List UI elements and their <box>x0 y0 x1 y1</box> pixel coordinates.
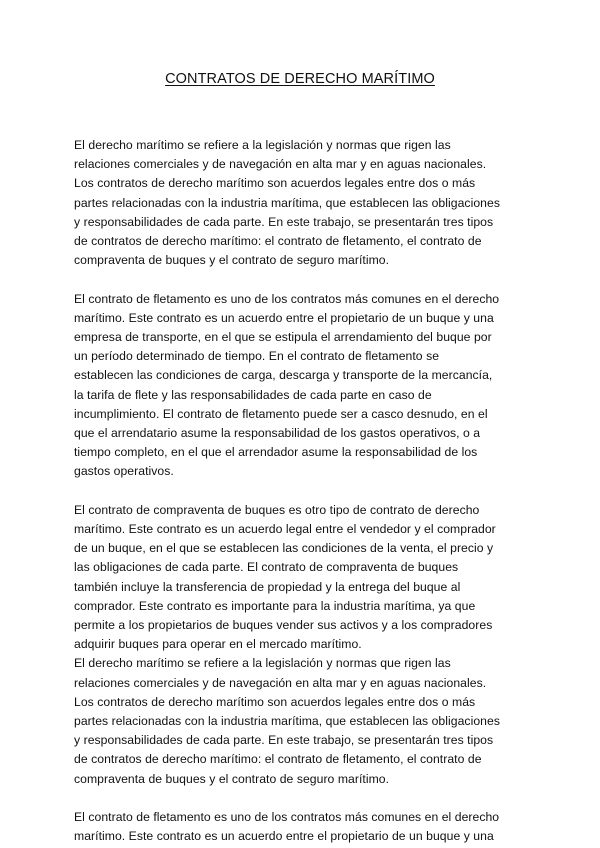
paragraph-compraventa: El contrato de compraventa de buques es otro tipo de contrato de derecho marítimo. Este contrato es un acuerdo legal entre el vendedor y el comprador de un buque, en el que se establecen las condiciones de la venta, el precio y las obligaciones de cada parte. El contrato de compraventa de buques también incluye la transferencia de propiedad y la entrega del buque al comprador. Este contrato es importante para la industria marítima, ya que permite a los propietarios de buques vender sus activos y a los compradores adquirir buques para operar en el mercado marítimo. <box>74 502 496 652</box>
paragraph-intro-repeat: El derecho marítimo se refiere a la legislación y normas que rigen las relaciones comerciales y de navegación en alta mar y en aguas nacionales. Los contratos de derecho marítimo son acuerdos legales entre dos o más partes relacionadas con la industria marítima, que establecen las obligaciones y responsabilidades de cada parte. En este trabajo, se presentarán tres tipos de contratos de derecho marítimo: el contrato de fletamento, el contrato de compraventa de buques y el contrato de seguro marítimo. <box>74 656 500 786</box>
paragraph-fletamento-repeat: El contrato de fletamento es uno de los contratos más comunes en el derecho marítimo. Este contrato es un acuerdo entre el propietario de un buque y una <box>74 810 500 844</box>
paragraph-gap <box>74 789 534 808</box>
document-title: CONTRATOS DE DERECHO MARÍTIMO <box>165 71 435 87</box>
paragraph-fletamento: El contrato de fletamento es uno de los contratos más comunes en el derecho marítimo. Este contrato es un acuerdo entre el propietario de un buque y una empresa de transporte, en el que se estipula el arrendamiento del buque por un período determinado de tiempo. En el contrato de fletamento se establecen las condiciones de carga, descarga y transporte de la mercancía, la tarifa de flete y las responsabilidades de cada parte en caso de incumplimiento. El contrato de fletamento puede ser a casco desnudo, en el que el arrendatario asume la responsabilidad de los gastos operativos, o a tiempo completo, en el que el arrendador asume la responsabilidad de los gastos operativos. <box>74 291 500 479</box>
paragraph-intro: El derecho marítimo se refiere a la legislación y normas que rigen las relaciones comerciales y de navegación en alta mar y en aguas nacionales. Los contratos de derecho marítimo son acuerdos legales entre dos o más partes relacionadas con la industria marítima, que establecen las obligaciones y responsabilidades de cada parte. En este trabajo, se presentarán tres tipos de contratos de derecho marítimo: el contrato de fletamento, el contrato de compraventa de buques y el contrato de seguro marítimo. <box>74 138 500 268</box>
paragraph-gap <box>74 270 534 289</box>
document-body <box>74 136 534 846</box>
paragraph-gap <box>74 482 534 501</box>
